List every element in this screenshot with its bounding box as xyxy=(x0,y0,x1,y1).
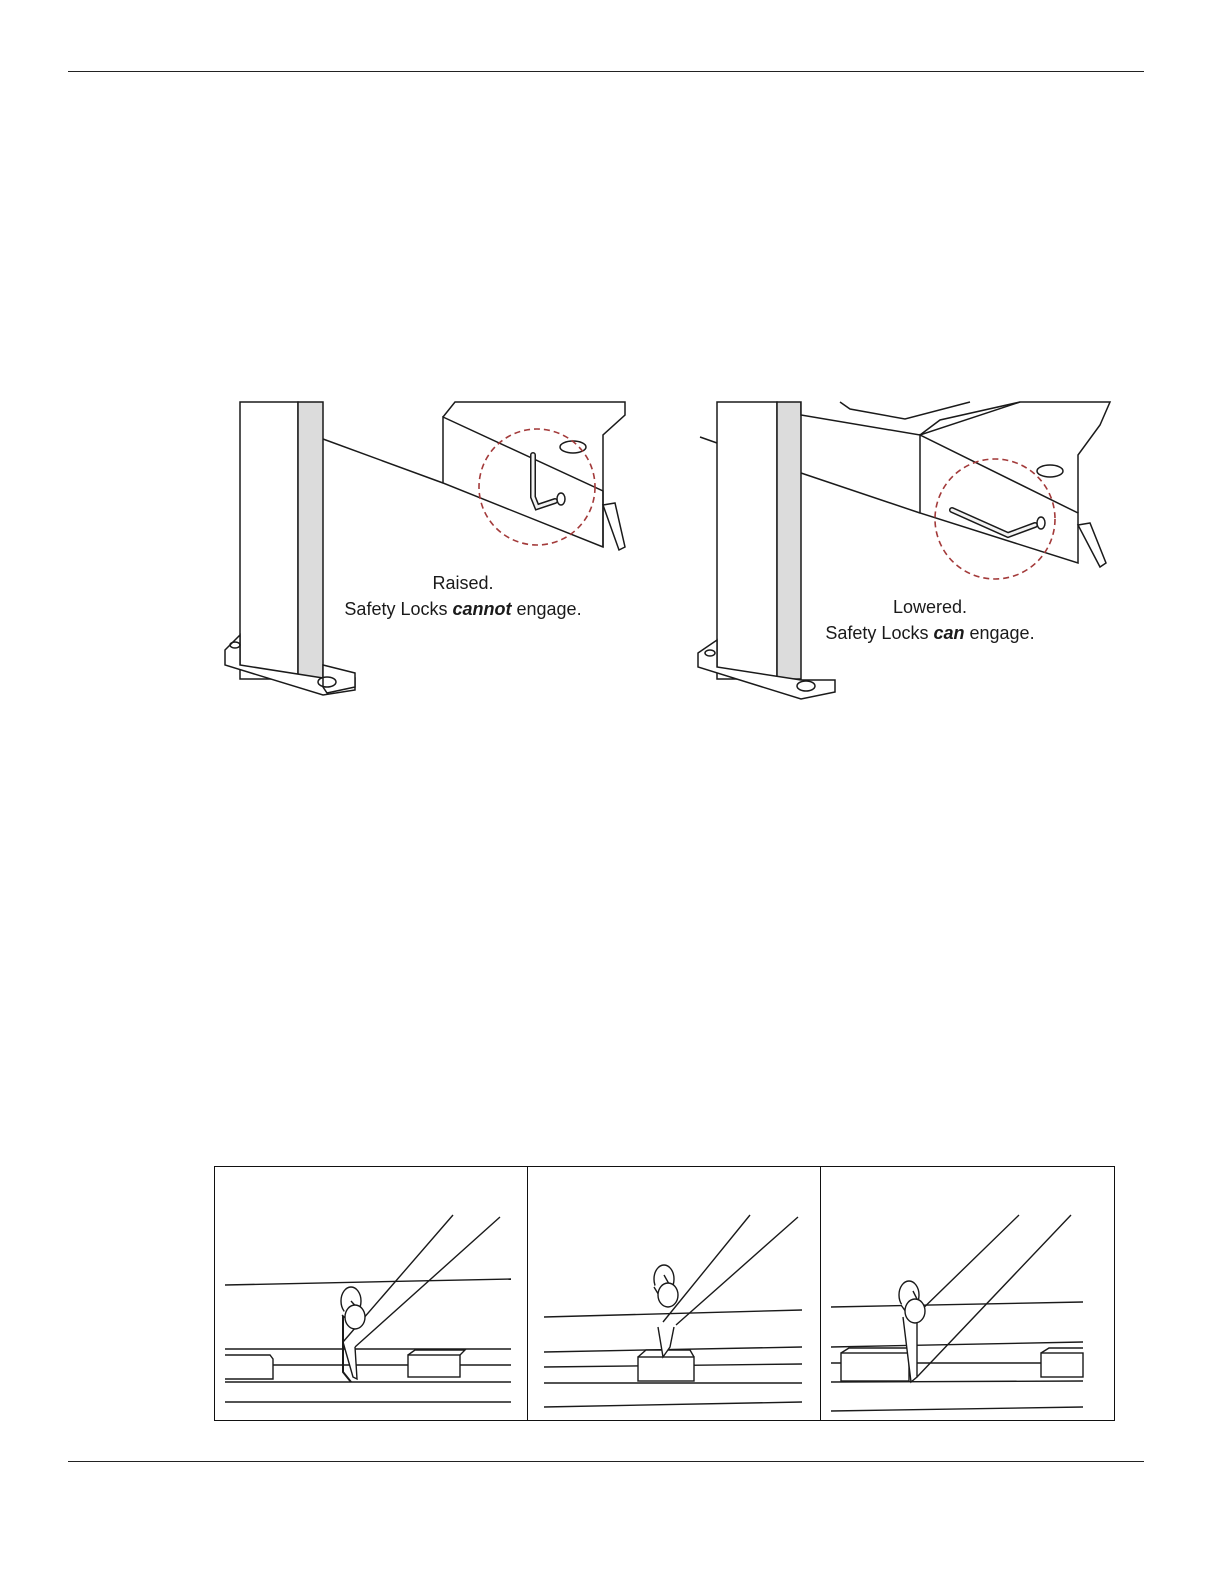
lowered-caption-title: Lowered. xyxy=(892,597,968,617)
lowered-caption-emphasis: can xyxy=(933,623,965,643)
panel-lock-engaged-against-stop xyxy=(820,1167,1114,1420)
lowered-caption-prefix: Safety Locks xyxy=(825,623,934,643)
raised-caption-suffix: engage. xyxy=(511,599,582,619)
lowered-caption-suffix: engage. xyxy=(964,623,1035,643)
raised-caption xyxy=(343,570,583,622)
raised-lock-illustration xyxy=(215,395,645,705)
raised-caption-title: Raised. xyxy=(432,573,494,593)
lowered-caption-body xyxy=(820,620,1040,646)
lowered-caption xyxy=(820,594,1040,646)
panel-lock-between-stops xyxy=(215,1167,527,1420)
lock-position-panels xyxy=(214,1166,1115,1421)
panel-lock-on-stop xyxy=(527,1167,820,1420)
raised-caption-body xyxy=(343,596,583,622)
footer-rule xyxy=(68,1461,1144,1462)
lowered-lock-illustration xyxy=(690,395,1120,705)
raised-caption-emphasis: cannot xyxy=(452,599,512,619)
raised-caption-prefix: Safety Locks xyxy=(344,599,453,619)
header-rule xyxy=(68,71,1144,72)
